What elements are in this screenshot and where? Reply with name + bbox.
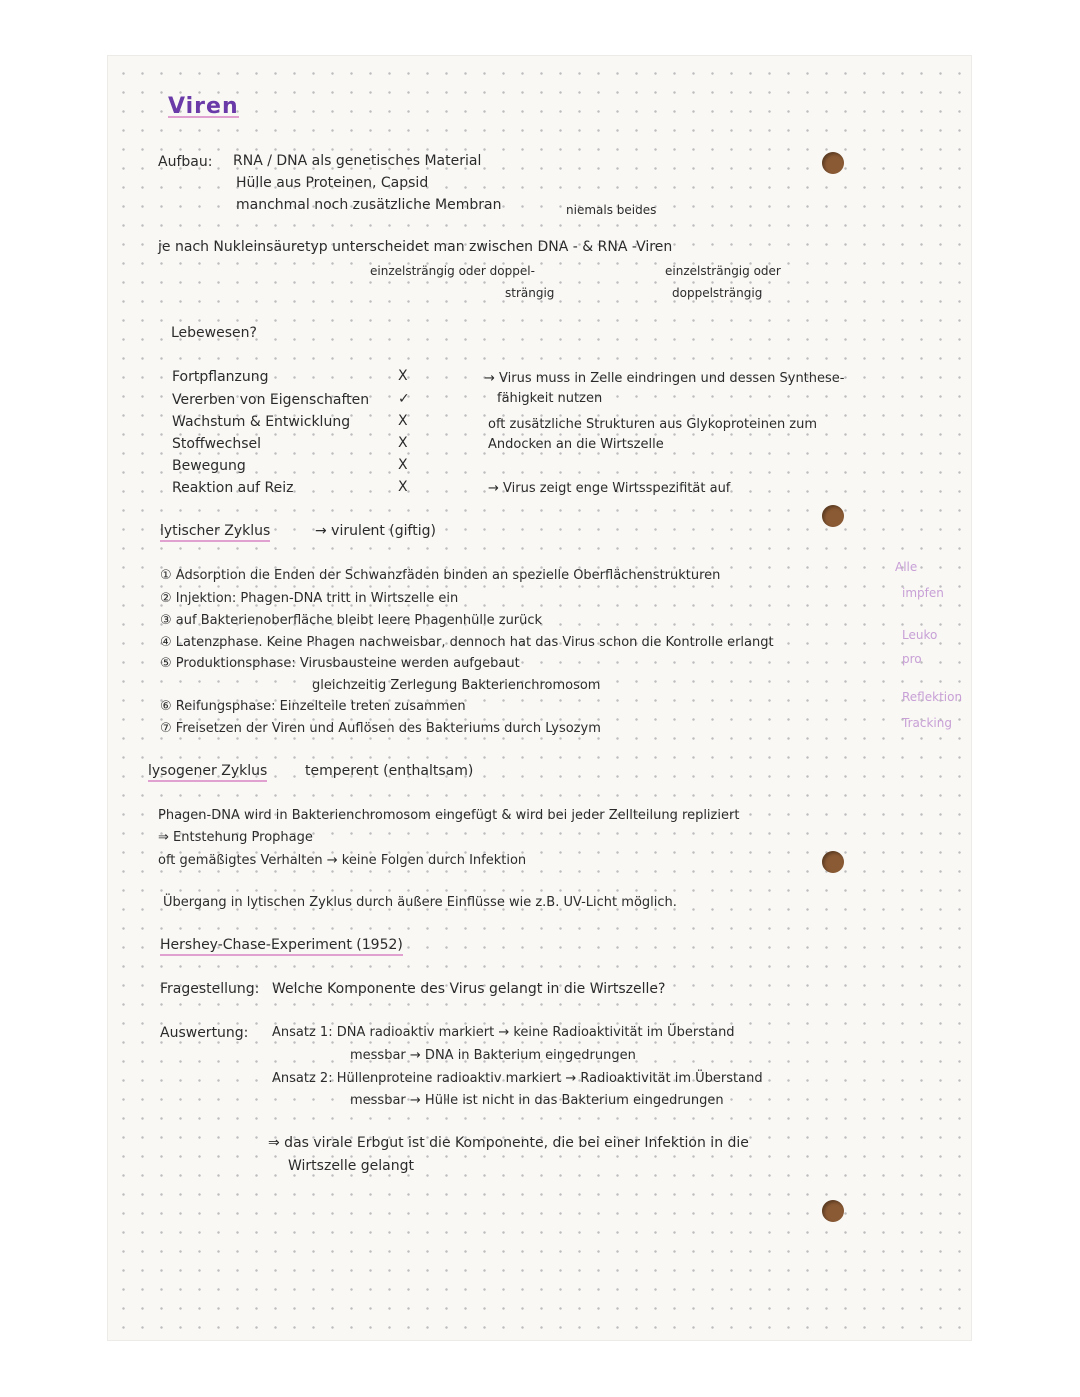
lysogen-line: Übergang in lytischen Zyklus durch äußere Einflüsse wie z.B. UV-Licht möglich. xyxy=(163,895,677,910)
aufbau-line: Hülle aus Proteinen, Capsid xyxy=(236,175,429,191)
auswertung-label: Auswertung: xyxy=(160,1025,249,1041)
frage-label: Fragestellung: xyxy=(160,981,260,997)
frage-text: Welche Komponente des Virus gelangt in die Wirtszelle? xyxy=(272,981,666,997)
dna-note: strängig xyxy=(505,286,555,300)
criterion-label: Vererben von Eigenschaften xyxy=(172,392,370,408)
margin-note: Leuko xyxy=(902,628,938,642)
criterion-mark: X xyxy=(398,368,408,384)
criterion-label: Reaktion auf Reiz xyxy=(172,480,294,496)
ansatz-line: Ansatz 1: DNA radioaktiv markiert → keine Radioaktivität im Überstand xyxy=(272,1025,735,1040)
lebewesen-note: → Virus muss in Zelle eindringen und dessen Synthese- xyxy=(484,371,845,386)
lytisch-step: ⑥ Reifungsphase: Einzelteile treten zusammen xyxy=(160,699,466,714)
lysogen-line: oft gemäßigtes Verhalten → keine Folgen durch Infektion xyxy=(158,853,527,868)
margin-note: Alle xyxy=(895,560,918,574)
ansatz-line: Ansatz 2: Hüllenproteine radioaktiv markiert → Radioaktivität im Überstand xyxy=(272,1071,763,1086)
fazit-line: Wirtszelle gelangt xyxy=(288,1158,414,1174)
lebewesen-note: fähigkeit nutzen xyxy=(497,391,603,406)
criterion-label: Stoffwechsel xyxy=(172,436,262,452)
page-title: Viren xyxy=(168,94,239,119)
fazit-line: ⇒ das virale Erbgut ist die Komponente, die bei einer Infektion in die xyxy=(268,1135,749,1151)
margin-note: Tracking xyxy=(902,716,952,730)
criterion-mark: X xyxy=(398,413,408,429)
lebewesen-note: Andocken an die Wirtszelle xyxy=(488,437,664,452)
punch-hole xyxy=(822,152,844,174)
criterion-label: Wachstum & Entwicklung xyxy=(172,414,351,430)
margin-note: pro xyxy=(902,652,922,666)
ansatz-line: messbar → DNA in Bakterium eingedrungen xyxy=(350,1048,636,1063)
lytisch-step: ② Injektion: Phagen-DNA tritt in Wirtszelle ein xyxy=(160,591,459,606)
niemals-note: niemals beides xyxy=(566,203,657,217)
rna-note: einzelsträngig oder xyxy=(665,264,781,278)
aufbau-line: manchmal noch zusätzliche Membran xyxy=(236,197,502,213)
rna-note: doppelsträngig xyxy=(672,286,763,300)
nukleinsaeure-line: je nach Nukleinsäuretyp unterscheidet man zwischen DNA - & RNA -Viren xyxy=(158,239,673,255)
ansatz-line: messbar → Hülle ist nicht in das Bakterium eingedrungen xyxy=(350,1093,724,1108)
lysogen-line: Phagen-DNA wird in Bakterienchromosom eingefügt & wird bei jeder Zellteilung repliziert xyxy=(158,808,740,823)
lytisch-heading: lytischer Zyklus xyxy=(160,522,270,542)
lysogen-heading: lysogener Zyklus xyxy=(148,762,267,782)
lytisch-step: ⑦ Freisetzen der Viren und Auflösen des Bakteriums durch Lysozym xyxy=(160,721,601,736)
aufbau-label: Aufbau: xyxy=(158,154,213,170)
lytisch-note: → virulent (giftig) xyxy=(315,523,436,539)
lytisch-step: ① Adsorption die Enden der Schwanzfäden binden an spezielle Oberflächenstrukturen xyxy=(160,568,721,583)
lebewesen-note: → Virus zeigt enge Wirtsspezifität auf xyxy=(488,481,731,496)
criterion-label: Bewegung xyxy=(172,458,246,474)
criterion-mark: X xyxy=(398,457,408,473)
lebewesen-note: oft zusätzliche Strukturen aus Glykoproteinen zum xyxy=(488,417,818,432)
dna-note: einzelsträngig oder doppel- xyxy=(370,264,535,278)
lebewesen-heading: Lebewesen? xyxy=(171,325,257,341)
criterion-mark: ✓ xyxy=(398,391,410,407)
lysogen-line: ⇒ Entstehung Prophage xyxy=(158,830,313,845)
lytisch-step: gleichzeitig Zerlegung Bakterienchromosom xyxy=(312,678,601,693)
punch-hole xyxy=(822,505,844,527)
lysogen-note: temperent (enthaltsam) xyxy=(305,763,474,779)
aufbau-line: RNA / DNA als genetisches Material xyxy=(233,153,482,169)
lytisch-step: ⑤ Produktionsphase: Virusbausteine werden aufgebaut xyxy=(160,656,520,671)
criterion-label: Fortpflanzung xyxy=(172,369,269,385)
punch-hole xyxy=(822,851,844,873)
criterion-mark: X xyxy=(398,479,408,495)
lytisch-step: ④ Latenzphase. Keine Phagen nachweisbar, dennoch hat das Virus schon die Kontrolle erlangt xyxy=(160,635,774,650)
margin-note: Reflektion xyxy=(902,690,963,704)
margin-note: impfen xyxy=(902,586,944,600)
criterion-mark: X xyxy=(398,435,408,451)
hershey-heading: Hershey-Chase-Experiment (1952) xyxy=(160,936,403,956)
lytisch-step: ③ auf Bakterienoberfläche bleibt leere Phagenhülle zurück xyxy=(160,613,543,628)
punch-hole xyxy=(822,1200,844,1222)
